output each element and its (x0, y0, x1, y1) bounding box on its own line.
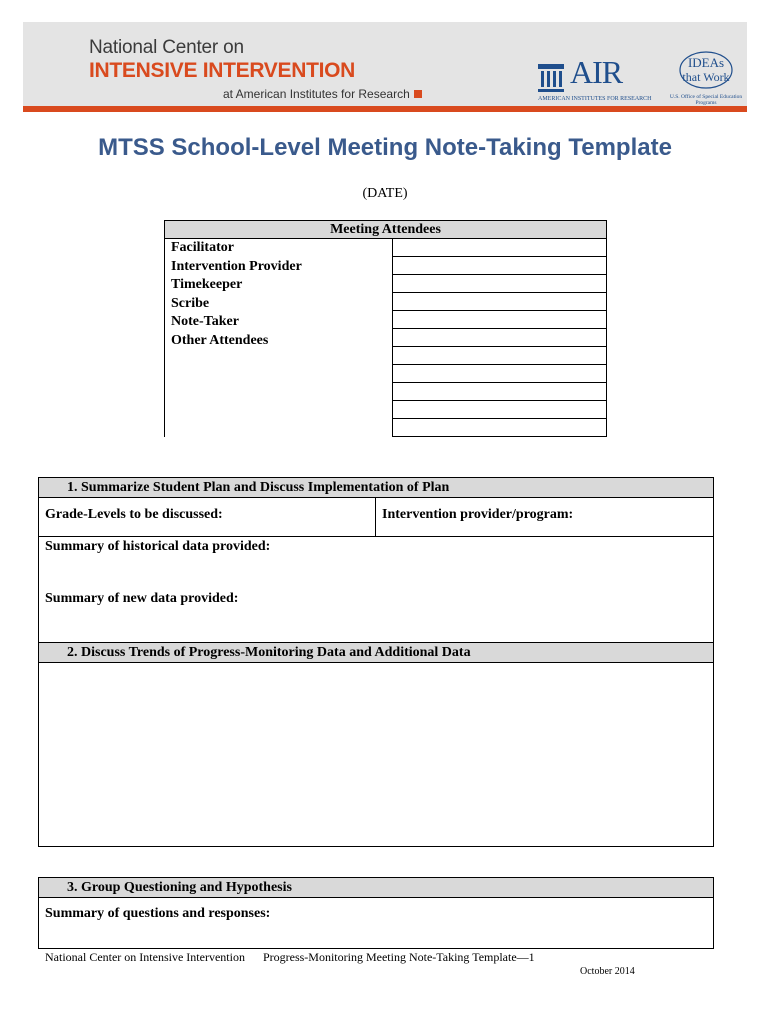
role-intervention-provider: Intervention Provider (171, 258, 302, 274)
page-footer (45, 950, 535, 965)
new-data-field[interactable]: Summary of new data provided: (45, 591, 239, 606)
org-name-line2: INTENSIVE INTERVENTION (89, 59, 356, 82)
section1-fields-row (39, 498, 713, 537)
section-summarize-plan (38, 477, 714, 643)
air-logo-subtitle: AMERICAN INSTITUTES FOR RESEARCH (538, 96, 652, 102)
footer-date: October 2014 (580, 966, 635, 977)
attendees-heading: Meeting Attendees (165, 221, 607, 239)
air-logo-text: AIR (570, 54, 623, 90)
org-name-line1: National Center on (89, 37, 244, 58)
section3-heading: 3. Group Questioning and Hypothesis (39, 878, 713, 898)
attendee-name-cell[interactable] (393, 239, 607, 257)
role-other-attendees: Other Attendees (171, 332, 269, 348)
building-icon (538, 62, 568, 94)
footer-doc-title: Progress-Monitoring Meeting Note-Taking Template—1 (262, 950, 535, 964)
attendee-name-cell[interactable] (393, 347, 607, 365)
attendee-name-cell[interactable] (393, 419, 607, 437)
square-icon (414, 90, 422, 98)
questions-summary-field[interactable]: Summary of questions and responses: (45, 906, 271, 921)
role-timekeeper: Timekeeper (171, 277, 243, 293)
attendee-name-cell[interactable] (393, 383, 607, 401)
attendee-name-cell[interactable] (393, 257, 607, 275)
attendee-name-cell[interactable] (393, 311, 607, 329)
role-facilitator: Facilitator (171, 240, 234, 255)
historical-data-field[interactable]: Summary of historical data provided: (45, 539, 271, 554)
section1-heading: 1. Summarize Student Plan and Discuss Implementation of Plan (39, 478, 713, 498)
attendee-name-cell[interactable] (393, 275, 607, 293)
page-title: MTSS School-Level Meeting Note-Taking Template (98, 134, 672, 161)
section-questioning (38, 877, 714, 949)
attendee-name-cell[interactable] (393, 401, 607, 419)
trends-notes-area[interactable] (39, 663, 713, 843)
attendee-name-cell[interactable] (393, 329, 607, 347)
role-note-taker: Note-Taker (171, 314, 239, 330)
org-affiliation (223, 87, 422, 101)
intervention-provider-field[interactable]: Intervention provider/program: (382, 507, 574, 522)
attendee-name-cell[interactable] (393, 365, 607, 383)
attendee-roles (165, 239, 393, 437)
role-scribe: Scribe (171, 295, 210, 311)
attendee-name-cell[interactable] (393, 293, 607, 311)
ideas-logo-text-top: IDEAs (687, 55, 725, 70)
org-affiliation-text: at American Institutes for Research (223, 87, 410, 101)
ideas-logo-icon (663, 50, 749, 94)
ideas-logo-subtitle: U.S. Office of Special Education Programs (669, 94, 743, 106)
ideas-logo-text-bottom: that Work (682, 70, 730, 84)
grade-levels-field[interactable]: Grade-Levels to be discussed: (39, 498, 376, 536)
date-placeholder: (DATE) (362, 186, 408, 201)
section-trends (38, 642, 714, 847)
section2-heading: 2. Discuss Trends of Progress-Monitoring Data and Additional Data (39, 643, 713, 663)
footer-org: National Center on Intensive Intervention (45, 950, 245, 964)
ideas-that-work-logo (663, 50, 749, 106)
air-logo (538, 54, 652, 104)
header-banner (23, 22, 747, 112)
attendees-table (164, 220, 607, 437)
